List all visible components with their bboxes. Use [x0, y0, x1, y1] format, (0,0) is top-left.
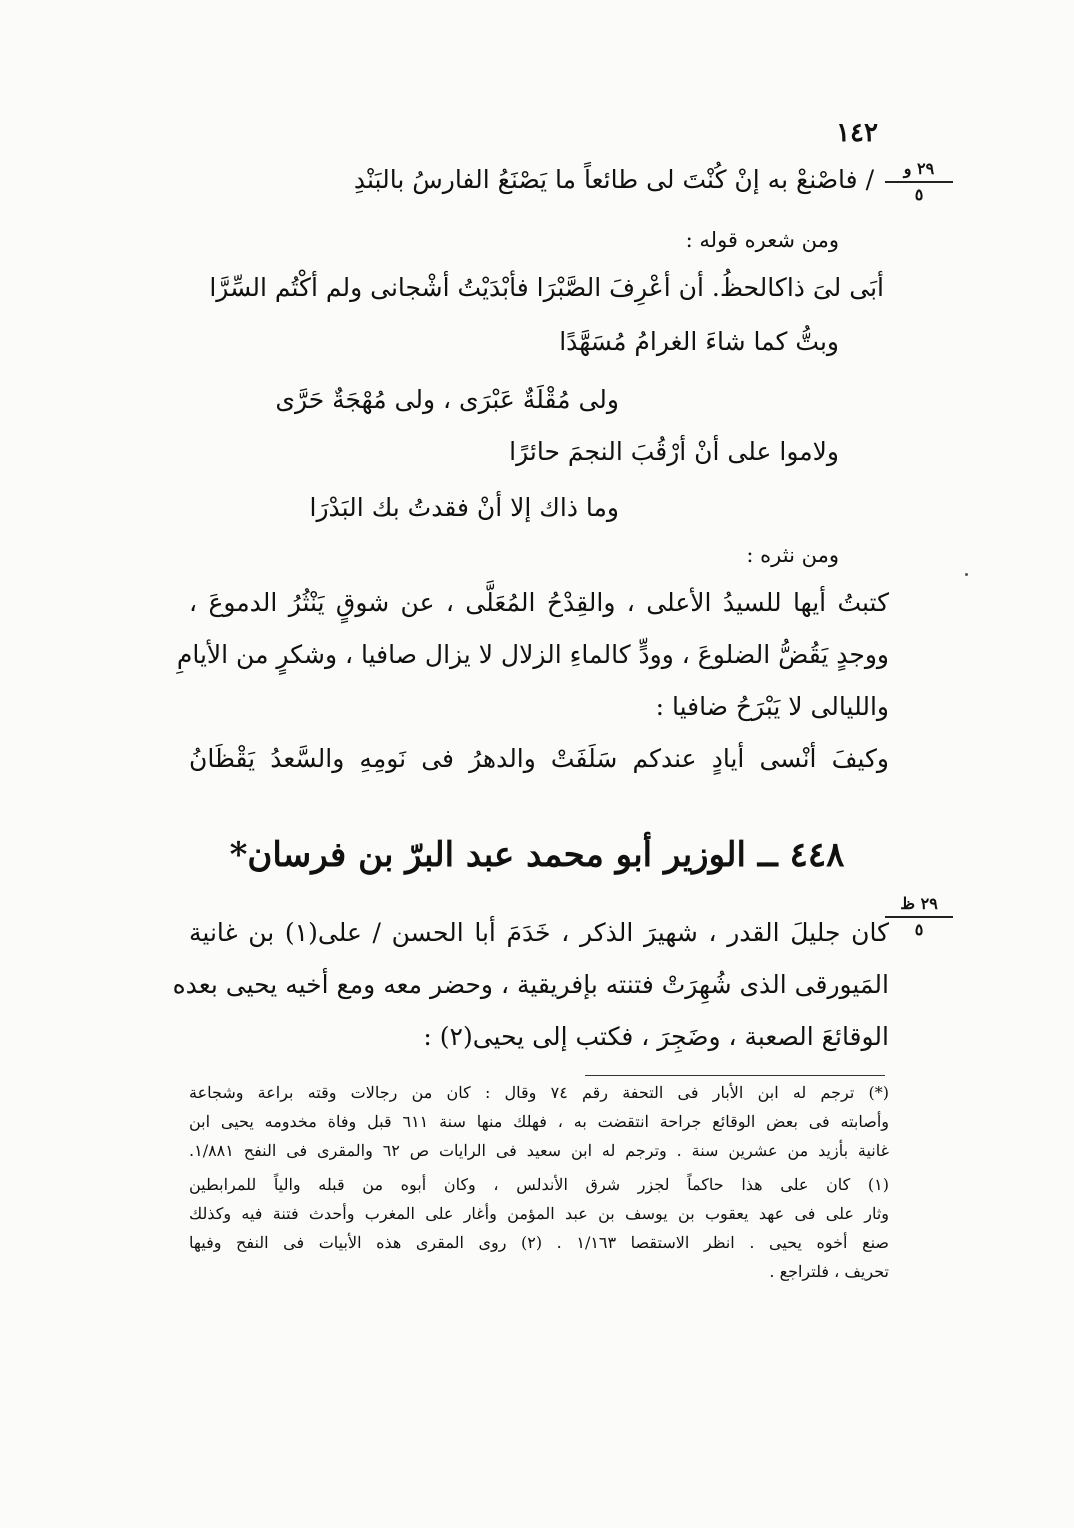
prose-line: والليالى لا يَبْرَحُ ضافيا : [655, 692, 889, 721]
poem-verse-line: أبَى لىَ ذاكالحظُ. أن أعْرِفَ الصَّبْرَا فأبْدَيْتُ أشْجانى ولم أكْتُم السِّرَّا [209, 273, 884, 302]
section-intro-prose: ومن نثره : [746, 543, 839, 567]
margin-ref-number: ٥ [914, 920, 924, 939]
biography-line: المَيورقى الذى شُهِرَتْ فتنته بإفريقية ، وحضر معه ومع أخيه يحيى بعده [172, 970, 889, 999]
section-intro-poetry: ومن شعره قوله : [685, 228, 839, 252]
margin-ref-rule [885, 916, 953, 918]
poem-verse-line: / فاصْنعْ به إنْ كُنْتَ لى طائعاً ما يَصْنَعُ الفارسُ بالبَنْدِ [353, 165, 874, 194]
prose-line: كتبتُ أيها للسيدُ الأعلى ، والقِدْحُ المُعَلَّى ، عن شوقٍ يَنْثُرُ الدموعَ ، [189, 588, 889, 617]
margin-ref-folio: ٢٩ و [903, 159, 935, 178]
biography-line: كان جليلَ القدر ، شهيرَ الذكر ، خَدَمَ أبا الحسن / على(١) بن غانية [189, 918, 889, 947]
poem-verse-line: وما ذاك إلا أنْ فقدتُ بك البَدْرَا [309, 493, 619, 522]
margin-reference-1 [885, 160, 953, 204]
poem-verse-line: ولاموا على أنْ أرْقُبَ النجمَ حائرًا [509, 437, 839, 466]
entry-heading: ٤٤٨ ــ الوزير أبو محمد عبد البرّ بن فرسان* [229, 835, 845, 875]
poem-verse-line: ولى مُقْلَةٌ عَبْرَى ، ولى مُهْجَةٌ حَرَّى [275, 385, 619, 414]
footnote-separator [585, 1075, 885, 1076]
footnote-line: وأصابته فى بعض الوقائع جراحة انتقضت به ، فهلك منها سنة ٦١١ قبل وفاة مخدومه يحيى ابن [189, 1112, 889, 1131]
scan-speck [965, 573, 968, 576]
footnote-line: (١) كان على هذا حاكماً لجزر شرق الأندلس ، وكان أبوه من قبله والياً للمرابطين [189, 1175, 889, 1194]
biography-line: الوقائعَ الصعبة ، وضَجِرَ ، فكتب إلى يحيى(٢) : [423, 1022, 889, 1051]
margin-ref-number: ٥ [914, 185, 924, 204]
poem-verse-line: وبتُّ كما شاءَ الغرامُ مُسَهَّدًا [559, 327, 839, 356]
page-number: ١٤٢ [836, 118, 878, 148]
footnote-line: تحريف ، فلتراجع . [769, 1262, 889, 1281]
margin-ref-rule [885, 181, 953, 183]
footnote-line: صنع أخوه يحيى . انظر الاستقصا ١/١٦٣ . (٢) روى المقرى هذه الأبيات فى النفح وفيها [189, 1233, 889, 1252]
footnote-line: وثار على فى عهد يعقوب بن يوسف بن عبد المؤمن وأغار على المغرب وأحدث فتنة فيه وكذلك [189, 1204, 889, 1223]
footnote-line: غانية بأزيد من عشرين سنة . وترجم له ابن سعيد فى الرايات ص ٦٢ والمقرى فى النفح ١/٨٨١. [189, 1141, 890, 1160]
prose-line: ووجدٍ يَقُضُّ الضلوعَ ، وودٍّ كالماءِ الزلال لا يزال صافيا ، وشكرٍ من الأيامِ [176, 640, 889, 669]
verse-line: وكيفَ أنْسى أيادٍ عندكم سَلَفَتْ والدهرُ فى نَومِهِ والسَّعدُ يَقْظَانُ [189, 744, 889, 773]
margin-reference-2 [885, 895, 953, 939]
footnote-line: (*) ترجم له ابن الأبار فى التحفة رقم ٧٤ وقال : كان من رجالات وقته براعة وشجاعة [189, 1083, 889, 1102]
margin-ref-folio: ٢٩ ظ [900, 894, 938, 913]
